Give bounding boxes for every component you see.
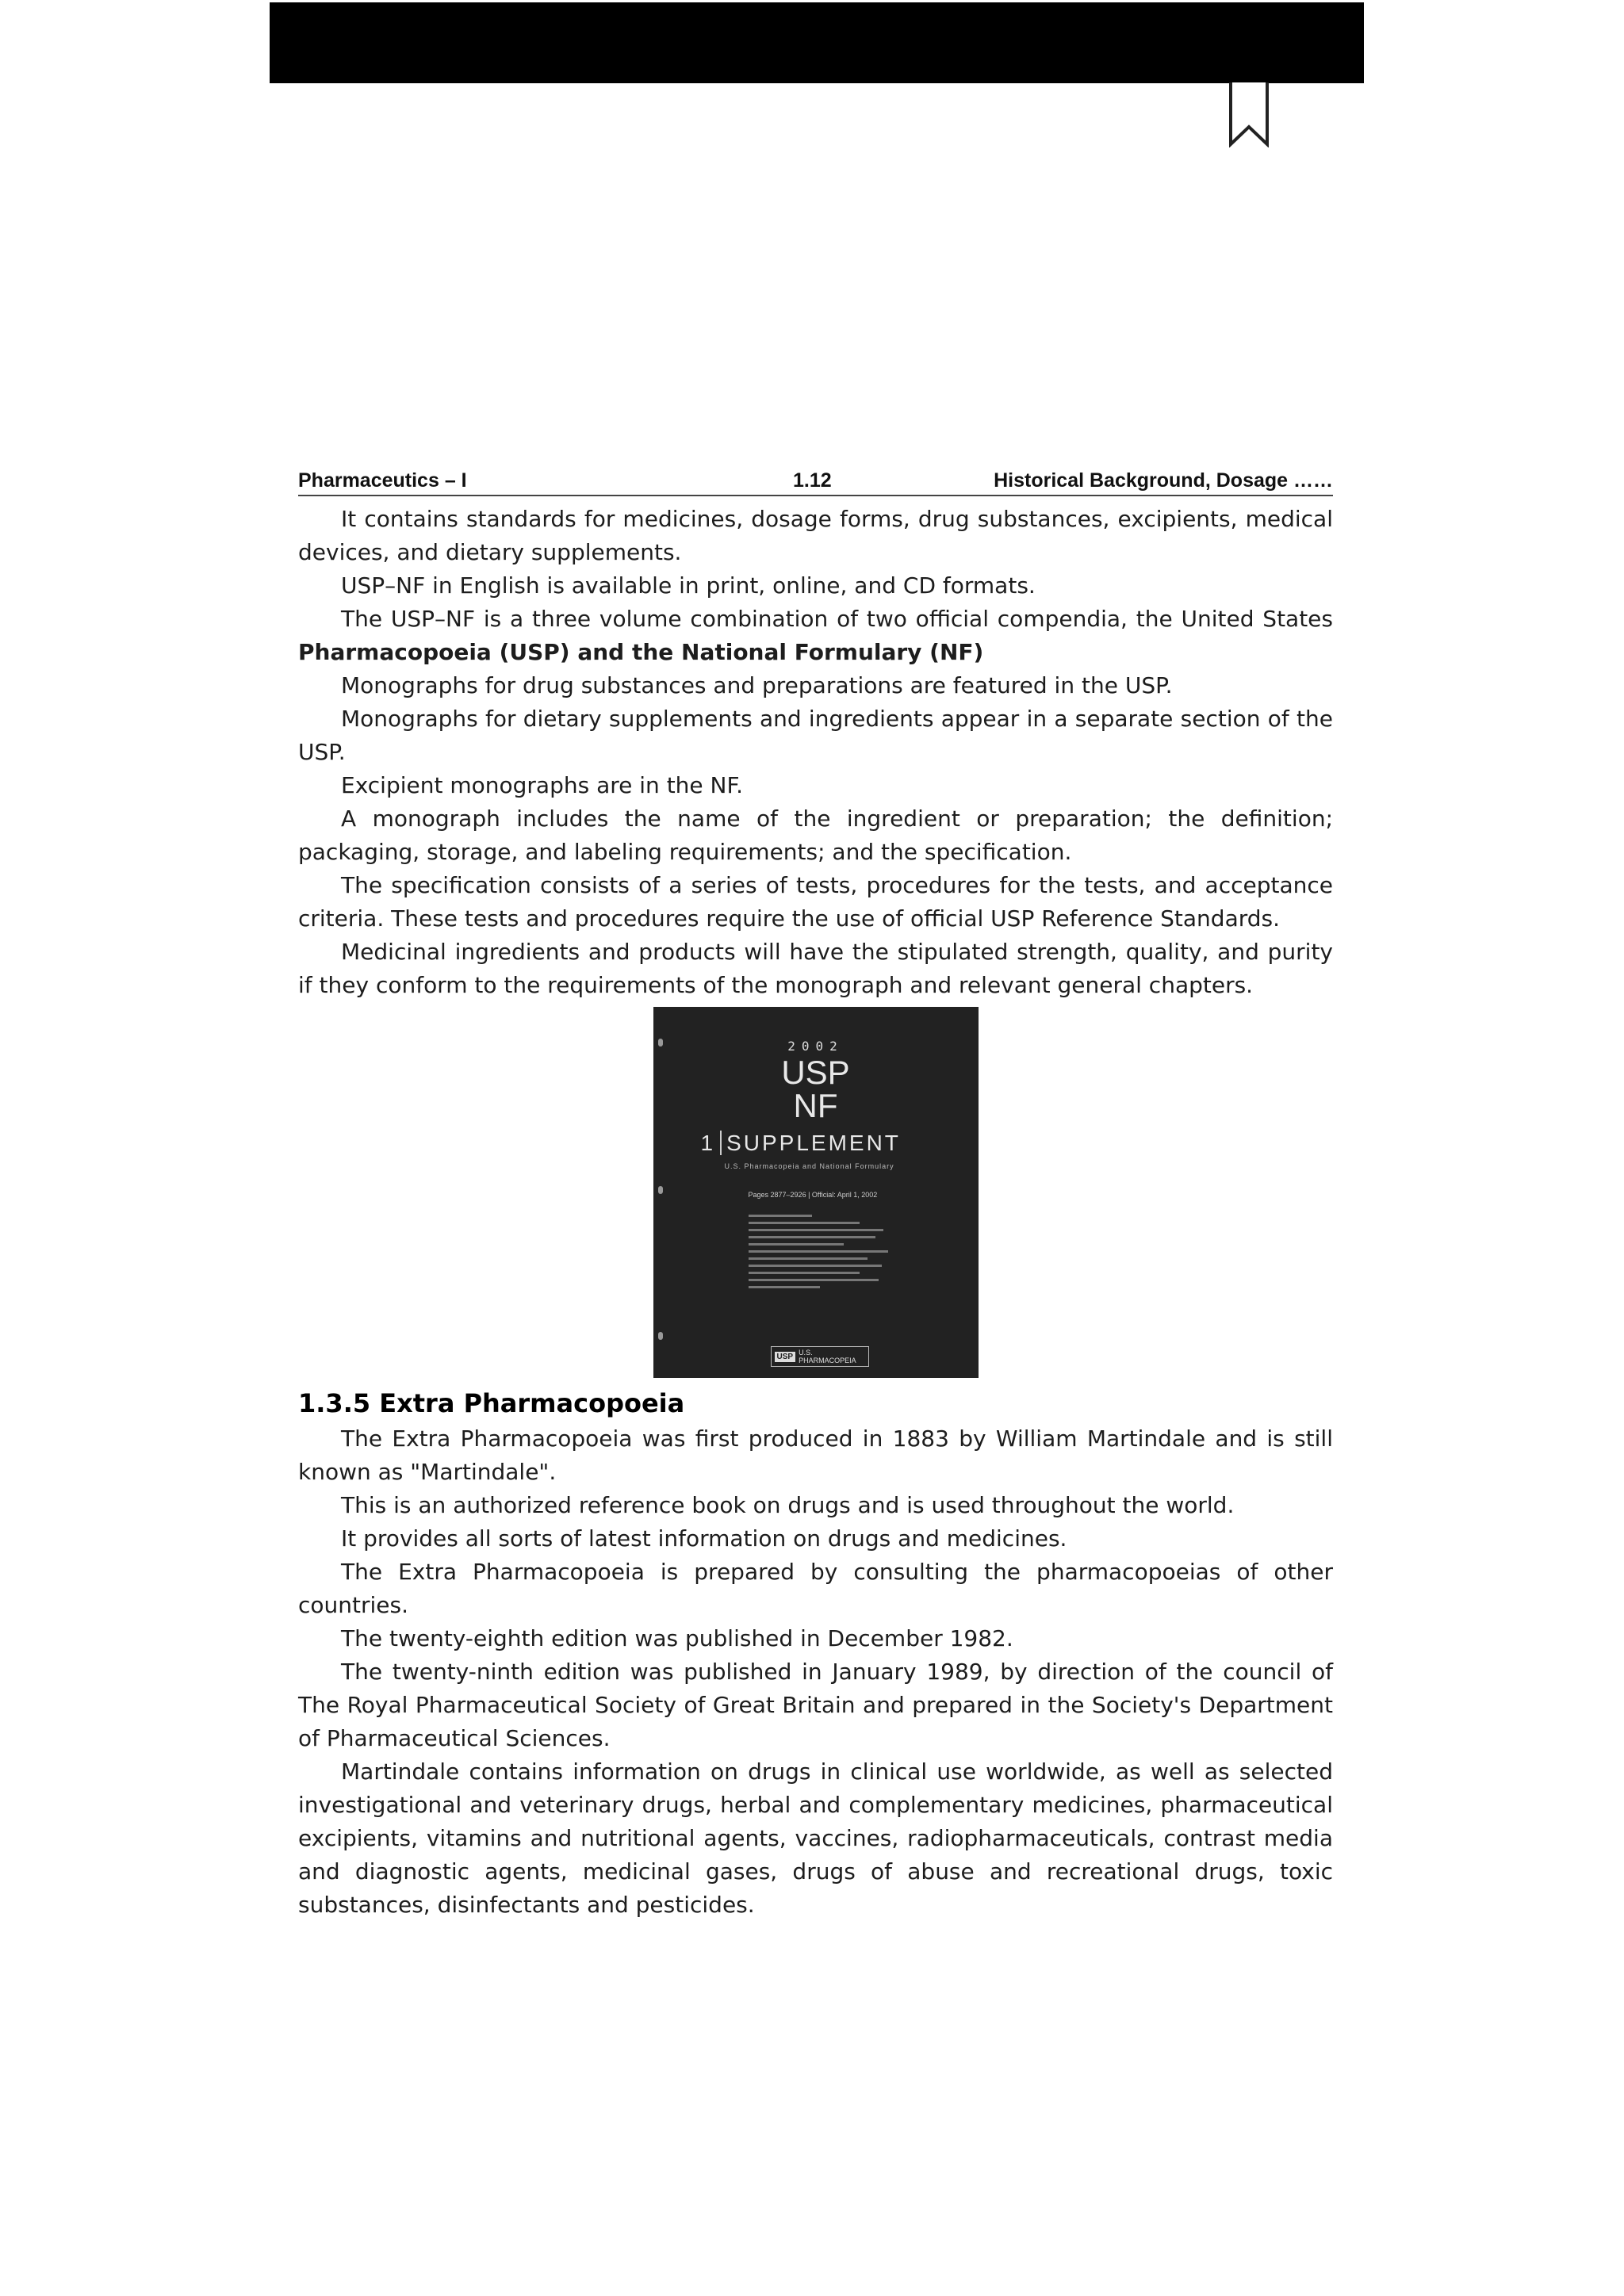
usp-logo <box>771 1346 869 1367</box>
reader-top-bar <box>270 2 1364 83</box>
paragraph: The twenty-eighth edition was published in December 1982. <box>341 1625 1013 1651</box>
paragraph: The Extra Pharmacopoeia is prepared by consulting the pharmacopoeias of other countries. <box>298 1559 1333 1618</box>
cover-year: 2002 <box>787 1039 844 1054</box>
paragraph <box>298 603 1333 636</box>
binder-hole <box>658 1332 663 1340</box>
cover-subtitle: U.S. Pharmacopeia and National Formulary <box>724 1162 894 1170</box>
running-header <box>298 468 1333 496</box>
paragraph-text: The USP–NF is a three volume combination of two official compendia, the United States <box>341 606 1333 632</box>
header-book-title: Pharmaceutics – I <box>298 469 467 492</box>
binder-hole <box>658 1186 663 1194</box>
paragraph: Monographs for drug substances and preparations are featured in the USP. <box>341 672 1173 698</box>
section-heading: 1.3.5 Extra Pharmacopoeia <box>298 1388 685 1418</box>
paragraph: USP–NF in English is available in print, online, and CD formats. <box>341 572 1036 599</box>
bold-text: Pharmacopoeia (USP) and the National Formulary (NF) <box>298 639 984 665</box>
cover-title-nf: NF <box>793 1087 838 1124</box>
cover-supplement-number: 1 <box>701 1131 722 1155</box>
paragraph: Martindale contains information on drugs in clinical use worldwide, as well as selected investigational and veterinary drugs, herbal and complementary medicines, pharmaceutical excipients, vitamins and nutritional agents, vaccines, radiopharmaceuticals, contrast media and diagnostic agents, medicinal gases, drugs of abuse and recreational drugs, toxic substances, disinfectants and pesticides. <box>298 1758 1333 1918</box>
document-page <box>298 468 1333 1922</box>
paragraph: This is an authorized reference book on drugs and is used throughout the world. <box>341 1492 1235 1518</box>
paragraph: Medicinal ingredients and products will have the stipulated strength, quality, and purity if they conform to the requirements of the monograph and relevant general chapters. <box>298 939 1333 998</box>
cover-bullet-list <box>749 1210 907 1293</box>
usp-logo-mark: USP <box>775 1352 796 1362</box>
header-page-number: 1.12 <box>793 469 832 492</box>
cover-supplement-label: SUPPLEMENT <box>726 1131 901 1155</box>
header-chapter-title: Historical Background, Dosage …… <box>994 469 1333 492</box>
bookmark-icon[interactable] <box>1228 82 1270 147</box>
paragraph: The specification consists of a series of tests, procedures for the tests, and acceptance criteria. These tests and procedures require the use of official USP Reference Standards. <box>298 872 1333 932</box>
usp-logo-text: U.S. PHARMACOPEIA <box>799 1349 856 1364</box>
paragraph: Excipient monographs are in the NF. <box>341 772 743 798</box>
paragraph: The twenty-ninth edition was published in January 1989, by direction of the council of The Royal Pharmaceutical Society of Great Britain and prepared in the Society's Department of Pharmaceutical Sciences. <box>298 1659 1333 1751</box>
cover-title-usp: USP <box>781 1054 850 1091</box>
cover-supplement <box>701 1131 947 1156</box>
cover-pages: Pages 2877–2926 | Official: April 1, 2002 <box>748 1191 878 1199</box>
paragraph: It provides all sorts of latest information on drugs and medicines. <box>341 1525 1067 1552</box>
paragraph: It contains standards for medicines, dosage forms, drug substances, excipients, medical devices, and dietary supplements. <box>298 506 1333 565</box>
body-text-section <box>298 1422 1333 1922</box>
paragraph: A monograph includes the name of the ingredient or preparation; the definition; packaging, storage, and labeling requirements; and the specification. <box>298 806 1333 865</box>
usp-nf-cover-image <box>653 1007 979 1378</box>
paragraph: The Extra Pharmacopoeia was first produced in 1883 by William Martindale and is still known as "Martindale". <box>298 1425 1333 1485</box>
body-text-top <box>298 503 1333 1002</box>
paragraph: Monographs for dietary supplements and ingredients appear in a separate section of the USP. <box>298 706 1333 765</box>
paragraph-continuation <box>298 636 1333 669</box>
